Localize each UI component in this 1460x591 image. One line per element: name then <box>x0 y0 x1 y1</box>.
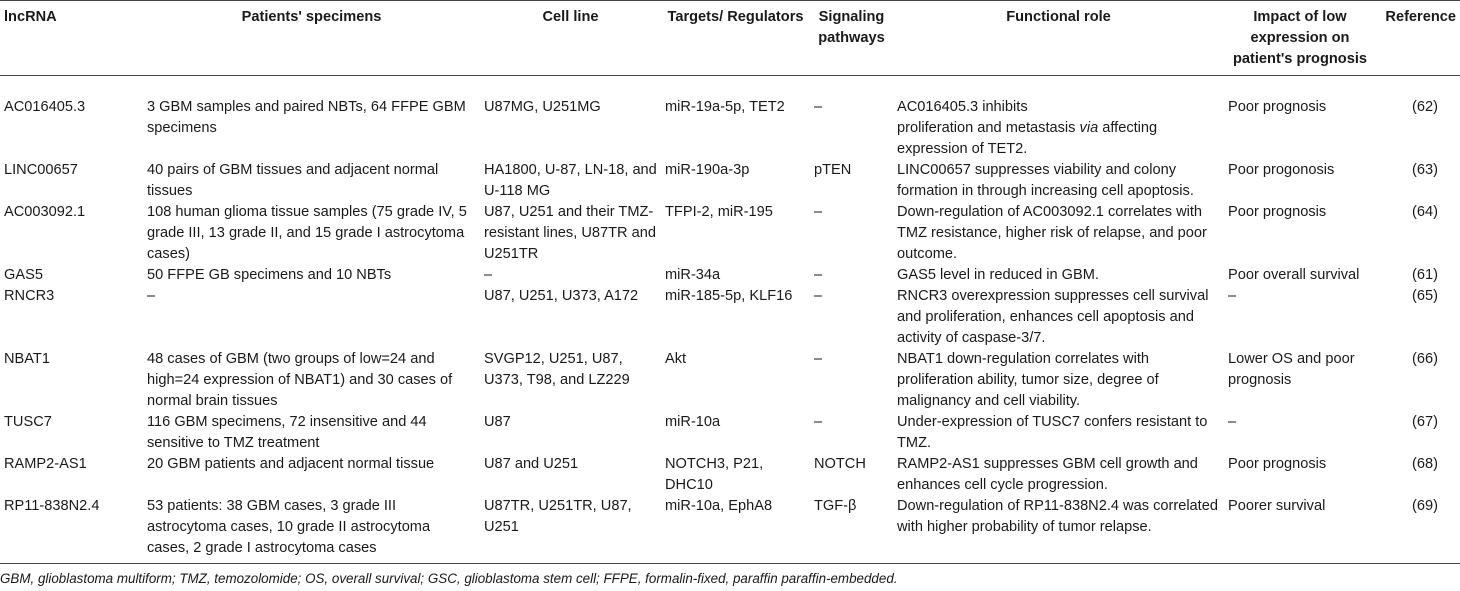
cell-targets: miR-185-5p, KLF16 <box>665 288 793 304</box>
cell-signaling: – <box>814 288 823 304</box>
cell-signaling: – <box>814 267 823 283</box>
cell-cell-line: U87, U251 and their TMZ-resistant lines, U87TR and U251TR <box>484 204 656 262</box>
table-row <box>0 76 1460 161</box>
table-footnote: GBM, glioblastoma multiform; TMZ, temozolomide; OS, overall survival; GSC, glioblastoma stem cell; FFPE, formalin-fixed, paraffin paraffin-embedded. <box>0 571 898 586</box>
cell-signaling: – <box>814 204 823 220</box>
cell-lncrna: AC016405.3 <box>4 99 86 115</box>
cell-signaling: TGF-β <box>810 496 893 564</box>
cell-signaling: – <box>814 99 823 115</box>
cell-cell-line: U87TR, U251TR, U87, U251 <box>480 496 661 564</box>
cell-cell-line: U87 <box>484 414 511 430</box>
cell-reference: (63) <box>1412 162 1438 178</box>
header-targets: Targets/ Regulators <box>661 1 810 76</box>
cell-impact: Lower OS and poor prognosis <box>1228 351 1355 388</box>
cell-targets: miR-190a-3p <box>665 162 750 178</box>
cell-cell-line: U87MG, U251MG <box>484 99 601 115</box>
header-functional-role: Functional role <box>893 1 1224 76</box>
header-row <box>0 1 1460 76</box>
cell-cell-line: U87 and U251 <box>484 456 579 472</box>
cell-lncrna: TUSC7 <box>4 414 52 430</box>
table-row <box>0 160 1460 202</box>
cell-functional-role: Under-expression of TUSC7 confers resistant to TMZ. <box>897 414 1208 451</box>
cell-functional-role: NBAT1 down-regulation correlates with proliferation ability, tumor size, degree of malignancy and cell viability. <box>897 351 1159 409</box>
cell-targets: miR-34a <box>665 267 721 283</box>
cell-targets: Akt <box>665 351 687 367</box>
cell-impact: Poor progonosis <box>1228 162 1335 178</box>
cell-cell-line: – <box>484 267 493 283</box>
cell-impact: Poor prognosis <box>1228 99 1327 115</box>
cell-functional-role: RAMP2-AS1 suppresses GBM cell growth and enhances cell cycle progression. <box>897 456 1198 493</box>
cell-reference: (64) <box>1412 204 1438 220</box>
cell-specimens: 20 GBM patients and adjacent normal tissue <box>147 456 435 472</box>
cell-impact: Poorer survival <box>1224 496 1376 564</box>
cell-impact: Poor prognosis <box>1228 204 1327 220</box>
cell-reference: (67) <box>1412 414 1438 430</box>
cell-specimens: – <box>147 288 156 304</box>
cell-impact: – <box>1228 288 1237 304</box>
table-row <box>0 265 1460 286</box>
cell-specimens: 3 GBM samples and paired NBTs, 64 FFPE GBM specimens <box>147 99 466 136</box>
cell-signaling: – <box>814 414 823 430</box>
table-row <box>0 202 1460 265</box>
cell-lncrna: GAS5 <box>4 267 43 283</box>
cell-reference: (69) <box>1376 496 1460 564</box>
cell-targets: miR-10a <box>665 414 721 430</box>
cell-lncrna: RP11-838N2.4 <box>0 496 143 564</box>
cell-impact: – <box>1228 414 1237 430</box>
cell-functional-role: LINC00657 suppresses viability and colony formation in through increasing cell apoptosis. <box>897 162 1194 199</box>
cell-functional-role: GAS5 level in reduced in GBM. <box>897 267 1099 283</box>
table-row <box>0 496 1460 564</box>
cell-targets: TFPI-2, miR-195 <box>665 204 773 220</box>
cell-specimens: 48 cases of GBM (two groups of low=24 and high=24 expression of NBAT1) and 30 cases of normal brain tissues <box>147 351 453 409</box>
header-lncrna: lncRNA <box>0 1 143 76</box>
header-impact: Impact of low expression on patient's prognosis <box>1224 1 1376 76</box>
header-cell-line: Cell line <box>480 1 661 76</box>
cell-reference: (68) <box>1412 456 1438 472</box>
cell-reference: (65) <box>1412 288 1438 304</box>
cell-targets: NOTCH3, P21, DHC10 <box>665 456 764 493</box>
cell-lncrna: NBAT1 <box>4 351 50 367</box>
cell-targets: miR-10a, EphA8 <box>661 496 810 564</box>
cell-functional-role <box>893 76 1224 161</box>
cell-reference: (66) <box>1412 351 1438 367</box>
cell-lncrna: AC003092.1 <box>4 204 86 220</box>
cell-signaling: – <box>814 351 823 367</box>
header-signaling: Signaling pathways <box>810 1 893 76</box>
cell-functional-role: Down-regulation of RP11-838N2.4 was correlated with higher probability of tumor relapse. <box>893 496 1224 564</box>
table-row <box>0 412 1460 454</box>
table-row <box>0 349 1460 412</box>
header-reference: Reference <box>1376 1 1460 76</box>
cell-lncrna: RNCR3 <box>4 288 55 304</box>
cell-functional-role: RNCR3 overexpression suppresses cell survival and proliferation, enhances cell apoptosis and activity of caspase-3/7. <box>897 288 1209 346</box>
cell-reference: (62) <box>1412 99 1438 115</box>
cell-specimens: 116 GBM specimens, 72 insensitive and 44 sensitive to TMZ treatment <box>147 414 427 451</box>
cell-specimens: 108 human glioma tissue samples (75 grade IV, 5 grade III, 13 grade II, and 15 grade I astrocytoma cases) <box>147 204 467 262</box>
cell-impact: Poor prognosis <box>1228 456 1327 472</box>
role-text-italic: via <box>1079 120 1099 136</box>
cell-specimens: 53 patients: 38 GBM cases, 3 grade III astrocytoma cases, 10 grade II astrocytoma cases, 2 grade I astrocytoma cases <box>143 496 480 564</box>
cell-specimens: 40 pairs of GBM tissues and adjacent normal tissues <box>147 162 439 199</box>
cell-cell-line: SVGP12, U251, U87, U373, T98, and LZ229 <box>484 351 630 388</box>
table-row <box>0 454 1460 496</box>
cell-targets: miR-19a-5p, TET2 <box>665 99 785 115</box>
role-text-b: proliferation and metastasis <box>897 120 1076 136</box>
cell-lncrna: RAMP2-AS1 <box>4 456 87 472</box>
role-text-a: AC016405.3 inhibits <box>897 99 1028 115</box>
cell-signaling: NOTCH <box>814 456 866 472</box>
cell-signaling: pTEN <box>814 162 852 178</box>
table-row <box>0 286 1460 349</box>
header-specimens: Patients' specimens <box>143 1 480 76</box>
cell-lncrna: LINC00657 <box>4 162 78 178</box>
cell-reference: (61) <box>1412 267 1438 283</box>
cell-cell-line: HA1800, U-87, LN-18, and U-118 MG <box>484 162 657 199</box>
cell-functional-role: Down-regulation of AC003092.1 correlates with TMZ resistance, higher risk of relapse, and poor outcome. <box>897 204 1207 262</box>
cell-cell-line: U87, U251, U373, A172 <box>484 288 639 304</box>
cell-impact: Poor overall survival <box>1228 267 1360 283</box>
cell-specimens: 50 FFPE GB specimens and 10 NBTs <box>147 267 392 283</box>
role-text-c: affecting expression of TET2. <box>897 120 1158 157</box>
